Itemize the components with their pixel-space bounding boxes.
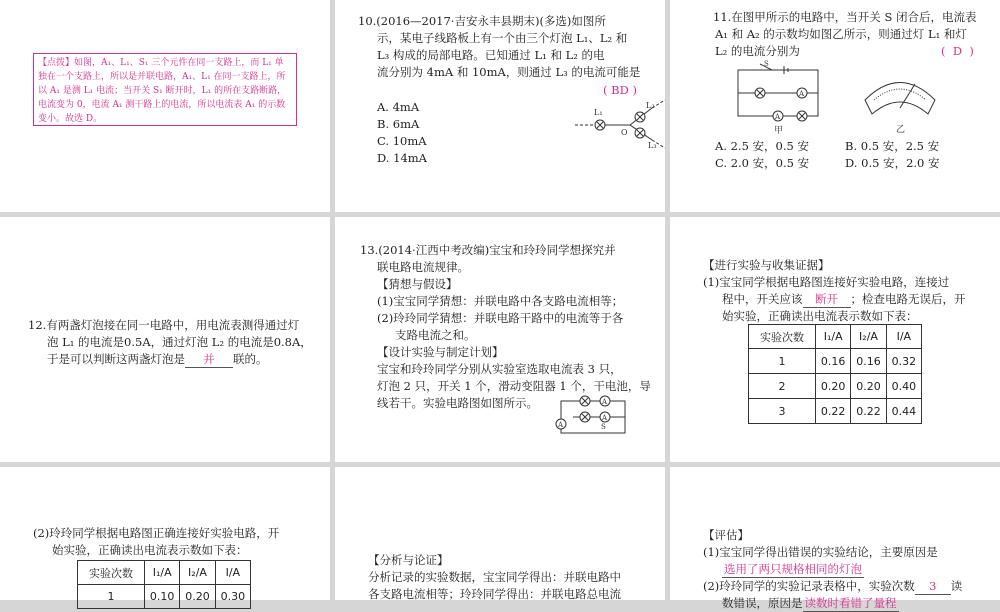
q13-line-1: 13.(2014·江西中考改编)宝宝和玲玲同学想探究并 (360, 243, 616, 257)
table-cell: 1 (749, 349, 816, 374)
q10-option-d: D. 14mA (377, 151, 427, 165)
q10-option-b: B. 6mA (377, 117, 420, 131)
table-cell: 0.32 (886, 349, 921, 374)
q11-option-a: A. 2.5 安，0.5 安 (715, 139, 810, 153)
panel-experiment-2 (0, 467, 330, 603)
q13-head-plan: 【设计实验与制定计划】 (377, 345, 504, 359)
panel-analysis (335, 467, 665, 600)
table-cell: 1 (78, 585, 145, 609)
q10-line-4: 流分别为 4mA 和 10mA，则通过 L₃ 的电流可能是 (377, 65, 641, 79)
svg-text:A: A (602, 414, 608, 422)
fig-jia-label: 甲 (774, 126, 784, 136)
table-header-cell: 实验次数 (749, 325, 816, 349)
panel-hint (0, 0, 330, 212)
label-l3: L₃ (648, 141, 657, 150)
panel-evaluation (670, 467, 1000, 610)
q10-circuit-diagram (570, 100, 665, 160)
panel-q10 (335, 0, 665, 212)
table-cell: 0.16 (816, 349, 851, 374)
lamp-l2-icon (635, 112, 645, 122)
table-header-row (78, 561, 251, 585)
q11-circuit-jia (730, 58, 830, 136)
p9-line-4: 数错误，原因是 读数时看错了量程 (722, 596, 897, 610)
p7-line-2: 始实验，正确读出电流表示数如下表： (52, 543, 248, 557)
p9-line-2 (722, 561, 864, 578)
q13-line-6: 支路电流之和。 (395, 328, 476, 342)
switch-s-label: S (764, 60, 769, 68)
lamp-l3-icon (635, 128, 645, 138)
table-cell: 0.20 (816, 374, 851, 399)
lamp-icon (755, 88, 765, 98)
q11-option-b: B. 0.5 安，2.5 安 (845, 139, 940, 153)
q12-line-1: 12.有两盏灯泡接在同一电路中，用电流表测得通过灯 (28, 318, 300, 332)
q12-line-2: 泡 L₁ 的电流是0.5A，通过灯泡 L₂ 的电流是0.8A， (47, 335, 312, 349)
p9-head: 【评估】 (703, 528, 749, 542)
table-header-cell: I₂/A (180, 561, 215, 585)
q13-line-2: 联电路电流规律。 (377, 260, 469, 274)
p8-head: 【分析与论证】 (368, 553, 449, 567)
table-cell: 0.40 (886, 374, 921, 399)
table-cell: 0.30 (215, 585, 250, 609)
p7-data-table (77, 560, 251, 609)
p6-head: 【进行实验与收集证据】 (703, 258, 830, 272)
table-cell: 0.20 (180, 585, 215, 609)
fig-yi-label: 乙 (896, 125, 906, 135)
p6-answer: 断开 (803, 291, 851, 308)
lamp-l1-icon (595, 120, 605, 130)
hint-box: 【点拨】如图，A₁、L₁、S₁ 三个元件在同一支路上，而 L₁ 单独在一个支路上，所以是并联电路，A₁、L₁ 在同一支路上，所以 A₁ 是测 L₁ 电流；当开关 S₁ 断开时，L₁ 的所在支路断路，电流变为 0，电流 A₁ 测干路上的电流，所以电流表 A₁ 的示数变小。故选 D。 (33, 53, 297, 126)
svg-text:A: A (775, 113, 781, 121)
table-row (749, 399, 922, 424)
p6-line-3: 始实验，正确读出电流表示数如下表： (722, 309, 918, 323)
q10-option-c: C. 10mA (377, 134, 427, 148)
table-header-cell: I₁/A (145, 561, 180, 585)
q11-ammeter-yi (860, 70, 940, 136)
q11-line-2: A₁ 和 A₂ 的示数均如图乙所示，则通过灯 L₁ 和灯 (715, 27, 967, 41)
panel-q11 (670, 0, 1000, 212)
svg-text:A: A (558, 421, 564, 429)
ammeter-a1-icon (797, 88, 807, 98)
table-row (78, 585, 251, 609)
q10-option-a: A. 4mA (377, 100, 420, 114)
table-cell: 3 (749, 399, 816, 424)
q13-line-9: 灯泡 2 只，开关 1 个，滑动变阻器 1 个，干电池，导 (377, 379, 651, 393)
svg-text:A: A (602, 398, 608, 406)
table-cell: 0.16 (851, 349, 886, 374)
p8-line-2: 各支路电流相等；玲玲同学得出：并联电路总电流 (368, 587, 621, 601)
p6-data-table (748, 324, 922, 424)
q10-line-3: L₃ 构成的局部电路。已知通过 L₁ 和 L₂ 的电 (377, 48, 605, 62)
p9-answer-3: 读数时看错了量程 (804, 596, 897, 610)
p9-answer-1: 选用了两只规格相同的灯泡 (724, 562, 862, 576)
label-o: O (621, 128, 628, 137)
panel-experiment-1 (670, 217, 1000, 462)
q10-answer: ( BD ) (603, 83, 637, 97)
q12-answer: 并 (185, 351, 233, 368)
lamp-icon (580, 396, 590, 406)
table-header-cell: I₁/A (816, 325, 851, 349)
p7-line-1: (2)玲玲同学根据电路图正确连接好实验电路，开 (33, 526, 280, 540)
q11-line-3: L₂ 的电流分别为 (715, 44, 800, 58)
ammeter-icon (600, 412, 610, 422)
panel-q13 (335, 217, 665, 462)
p9-line-1: (1)宝宝同学得出错误的实验结论，主要原因是 (703, 545, 938, 559)
q12-line-3: 于是可以判断这两盏灯泡是 并 联的。 (47, 352, 268, 366)
ammeter-icon (556, 419, 566, 429)
label-l2: L₂ (646, 101, 655, 110)
svg-text:A: A (799, 90, 805, 98)
q13-line-10: 线若干。实验电路图如图所示。 (377, 396, 538, 410)
p8-line-1: 分析记录的实验数据，宝宝同学得出：并联电路中 (368, 570, 621, 584)
p9-answer-2: 3 (915, 578, 951, 595)
p6-line-2: 程中，开关应该 断开 ；检查电路无误后，开 (722, 292, 966, 306)
panel-q12 (0, 217, 330, 462)
label-l1: L₁ (594, 108, 603, 117)
q11-line-1: 11.在图甲所示的电路中，当开关 S 闭合后，电流表 (713, 10, 977, 24)
q11-option-d: D. 0.5 安，2.0 安 (845, 156, 940, 170)
table-cell: 0.22 (816, 399, 851, 424)
table-cell: 0.10 (145, 585, 180, 609)
lamp-icon (797, 111, 807, 121)
ammeter-icon (600, 396, 610, 406)
p9-line-3: (2)玲玲同学的实验记录表格中，实验次数 3 读 (703, 579, 963, 593)
table-header-cell: I/A (215, 561, 250, 585)
q13-circuit-diagram (553, 393, 633, 441)
ammeter-a2-icon (773, 111, 783, 121)
table-cell: 2 (749, 374, 816, 399)
q13-line-5: (2)玲玲同学猜想：并联电路干路中的电流等于各 (377, 311, 624, 325)
table-header-cell: I/A (886, 325, 921, 349)
q11-option-c: C. 2.0 安，0.5 安 (715, 156, 810, 170)
table-header-cell: I₂/A (851, 325, 886, 349)
q13-head-guess: 【猜想与假设】 (377, 277, 458, 291)
q11-answer: ( D ) (941, 44, 974, 58)
table-header-row (749, 325, 922, 349)
switch-s-label: S (601, 423, 606, 431)
table-row (749, 349, 922, 374)
table-row (749, 374, 922, 399)
table-cell: 0.44 (886, 399, 921, 424)
q10-line-1: 10.(2016—2017·吉安永丰县期末)(多选)如图所 (358, 14, 606, 28)
q10-line-2: 示，某电子线路板上有一个由三个灯泡 L₁、L₂ 和 (377, 31, 628, 45)
lamp-icon (580, 412, 590, 422)
q13-line-4: (1)宝宝同学猜想：并联电路中各支路电流相等； (377, 294, 624, 308)
table-cell: 0.20 (851, 374, 886, 399)
q13-line-8: 宝宝和玲玲同学分别从实验室选取电流表 3 只， (377, 362, 622, 376)
p6-line-1: (1)宝宝同学根据电路图连接好实验电路，连接过 (703, 275, 950, 289)
table-cell: 0.22 (851, 399, 886, 424)
table-header-cell: 实验次数 (78, 561, 145, 585)
